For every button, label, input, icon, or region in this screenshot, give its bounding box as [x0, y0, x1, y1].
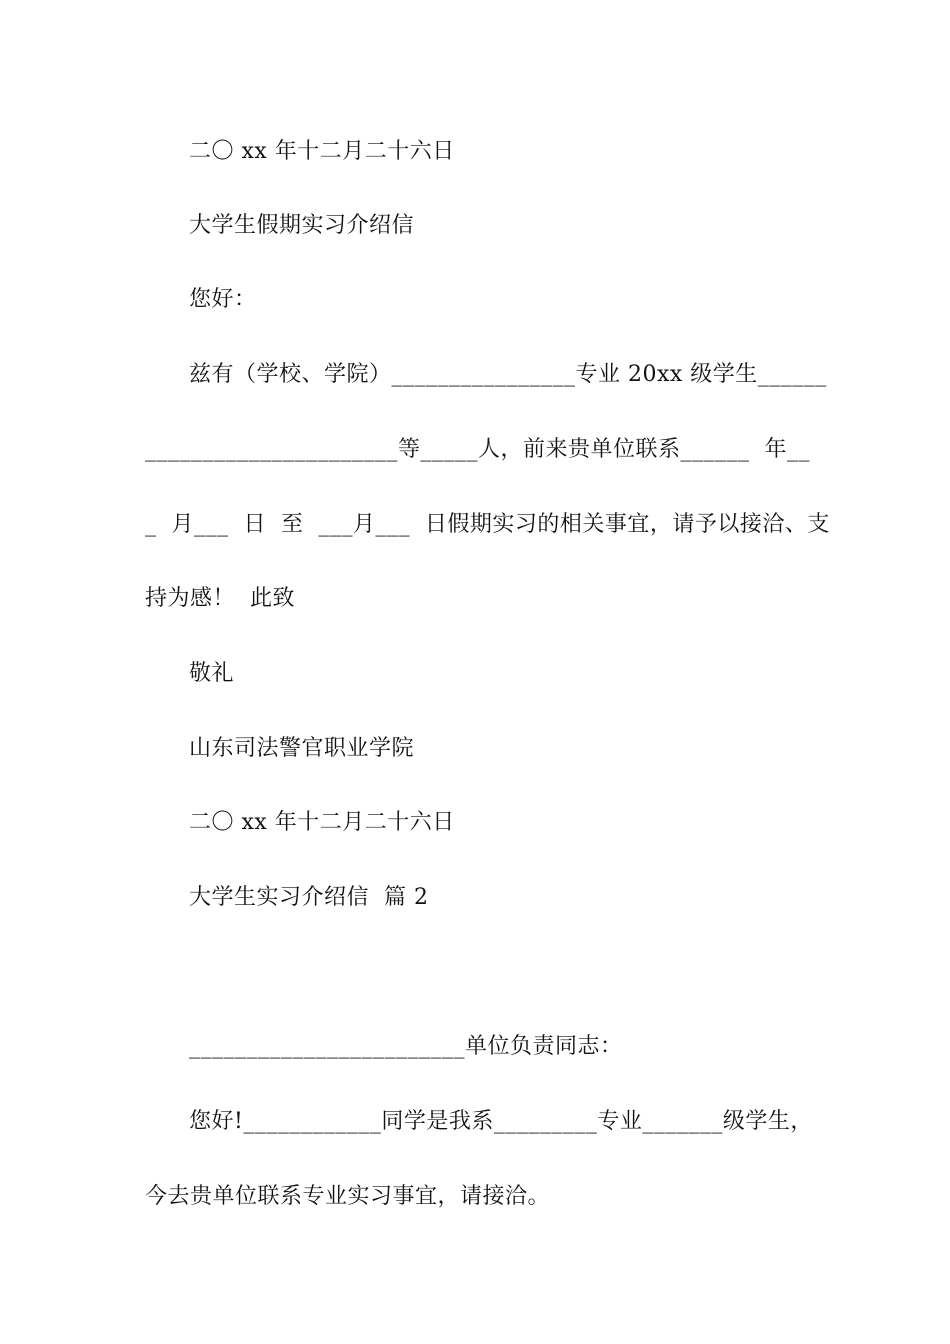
section-title-2: 大学生实习介绍信 篇 2: [189, 885, 429, 910]
recipient-line: ________________________单位负责同志：: [189, 1034, 623, 1059]
body-paragraph-line-1: 兹有（学校、学院）________________专业 20xx 级学生______: [189, 362, 827, 387]
closing-salute: 敬礼: [189, 661, 235, 686]
body-paragraph-2-line-1: 您好!____________同学是我系_________专业_______级学生，: [189, 1109, 813, 1134]
body-paragraph-line-3: _ 月___ 日 至 ___月___ 日假期实习的相关事宜，请予以接洽、支: [145, 512, 830, 537]
date-line-1: 二〇 xx 年十二月二十六日: [189, 139, 455, 164]
greeting-1: 您好：: [189, 287, 257, 312]
signature-institution: 山东司法警官职业学院: [189, 736, 415, 761]
body-paragraph-2-line-2: 今去贵单位联系专业实习事宜，请接洽。: [145, 1184, 551, 1209]
letter-title-holiday: 大学生假期实习介绍信: [189, 213, 415, 238]
date-line-2: 二〇 xx 年十二月二十六日: [189, 810, 455, 835]
body-paragraph-line-4: 持为感！ 此致: [145, 586, 295, 611]
body-paragraph-line-2: ______________________等_____人，前来贵单位联系______ 年__: [145, 437, 810, 462]
